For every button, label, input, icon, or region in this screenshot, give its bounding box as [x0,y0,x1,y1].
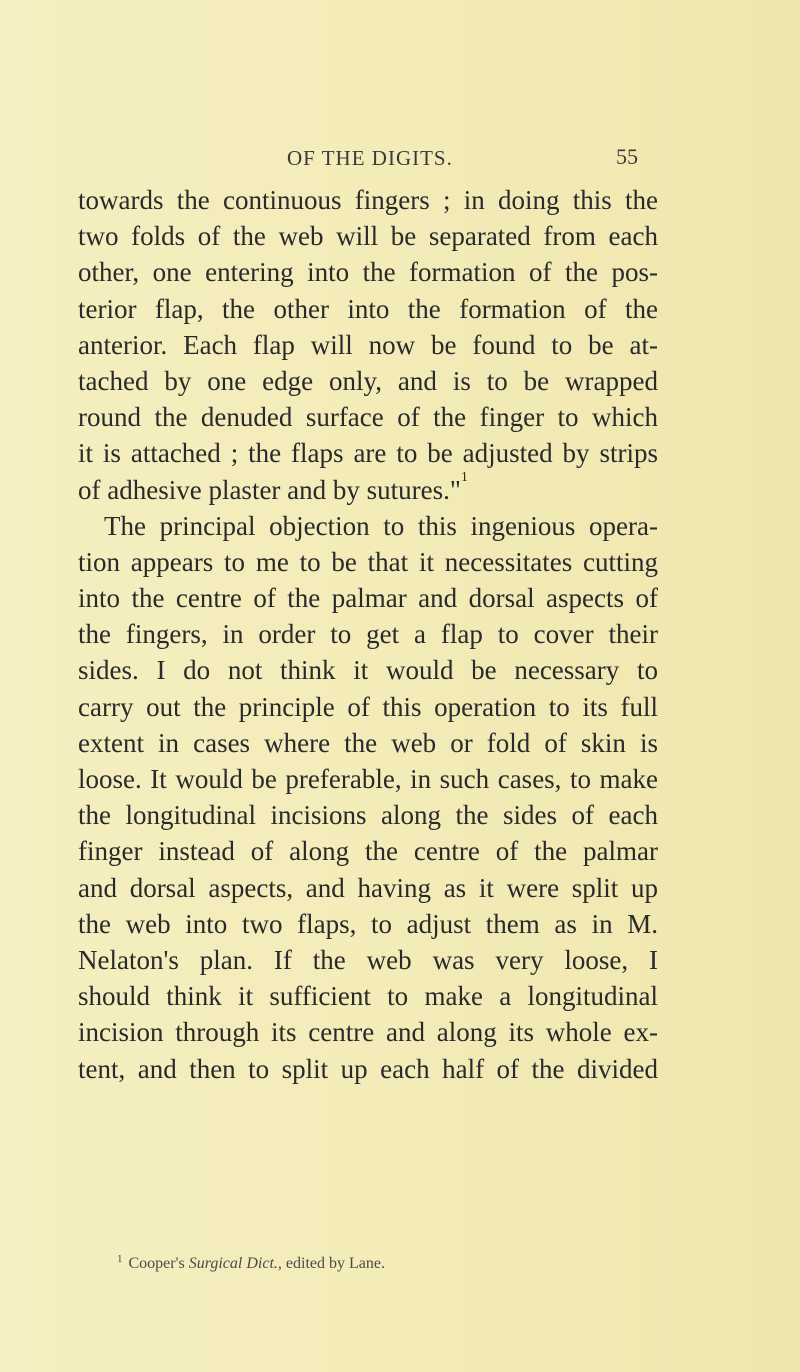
text-line: tent, and then to split up each half of the divided [78,1053,658,1084]
text-line: it is attached ; the flaps are to be adjusted by strips [78,438,658,469]
footnote-suffix: edited by Lane. [285,1255,385,1272]
footnote-reference: 1 [460,469,468,485]
text-line: tion appears to me to be that it necessitates cutting [78,546,658,577]
text-line: loose. It would be preferable, in such cases, to make [78,764,658,794]
text-line: anterior. Each flap will now be found to be at- [78,329,658,360]
text-line: should think it sufficient to make a longitudinal [78,981,658,1012]
page-number: 55 [616,144,638,169]
text-line: round the denuded surface of the finger to which [78,402,658,433]
text-line: The principal objection to this ingenious opera- [104,510,658,541]
text-line: extent in cases where the web or fold of skin is [78,727,658,758]
text-line: into the centre of the palmar and dorsal aspects of [78,583,658,614]
text-line: finger instead of along the centre of the palmar [78,836,658,867]
text-line: towards the continuous fingers ; in doing this the [78,185,658,215]
text-line: Nelaton's plan. If the web was very loose, I [78,944,658,975]
text-line: other, one entering into the formation of the pos- [78,257,658,288]
text-line: carry out the principle of this operation to its full [78,691,658,722]
text-line: of adhesive plaster and by sutures." [78,474,461,505]
text-line: tached by one edge only, and is to be wrapped [78,365,658,396]
running-title: OF THE DIGITS. [287,146,453,170]
text-line: terior flap, the other into the formation of the [78,293,658,324]
text-line: incision through its centre and along its whole ex- [78,1017,658,1048]
footnote-marker: 1 [117,1253,123,1265]
footnote-prefix: Cooper's [128,1255,185,1272]
body-text [78,182,658,1087]
text-line: two folds of the web will be separated from each [78,221,658,252]
text-line: the longitudinal incisions along the sides of each [78,800,658,831]
text-line: sides. I do not think it would be necessary to [78,655,658,686]
footnote [117,1255,385,1273]
text-line-with-footnote [78,469,658,508]
text-line: the fingers, in order to get a flap to cover their [78,619,658,650]
text-line: and dorsal aspects, and having as it were split up [78,872,658,903]
footnote-title: Surgical Dict., [188,1255,282,1272]
text-line: the web into two flaps, to adjust them as in M. [78,908,658,939]
page-header [0,146,800,176]
